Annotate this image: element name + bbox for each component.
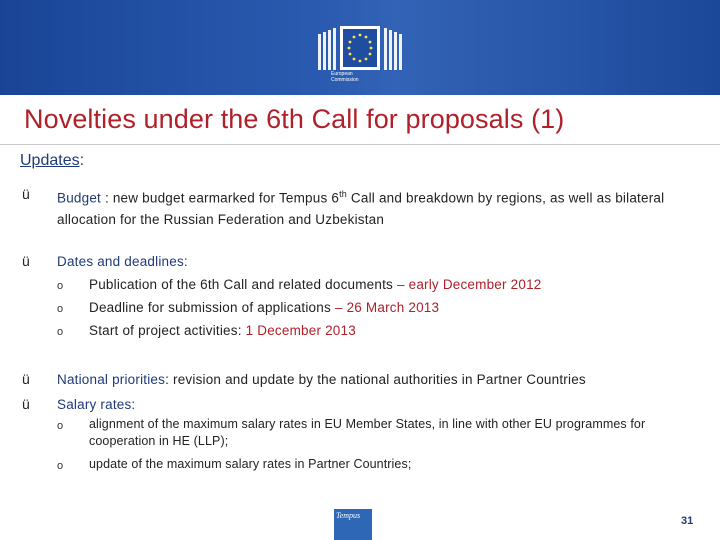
publication-dash: – early (393, 277, 443, 292)
updates-heading (20, 152, 84, 170)
updates-colon: : (79, 152, 85, 169)
bullet-salary-rates: Salary rates: (57, 397, 136, 412)
bullet-budget (57, 184, 697, 230)
slide-title: Novelties under the 6th Call for proposals (1) (24, 104, 565, 134)
sub-item-publication (89, 277, 541, 292)
ec-logo-line2: Commission (331, 76, 359, 83)
sub-bullet-icon: o (57, 326, 64, 338)
ec-logo-line1: European (331, 71, 353, 77)
sub-item-deadline (89, 300, 439, 315)
sub-item-salary-alignment: alignment of the maximum salary rates in EU Member States, in line with other EU programmes for cooperation in HE (LLP); (89, 417, 646, 448)
publication-text: Publication of the 6th Call and related documents (89, 277, 393, 292)
sub-bullet-icon: o (57, 460, 64, 472)
budget-sup: th (339, 189, 347, 199)
bullet-national-priorities (57, 369, 707, 390)
deadline-date: 26 March 2013 (346, 300, 440, 315)
sub-item-salary-update: update of the maximum salary rates in Partner Countries; (89, 457, 412, 471)
budget-text2: Call and breakdown by regions, as well as bilateral allocation for the Russian Federation and Uzbekistan (57, 190, 665, 227)
deadline-dash: – (330, 300, 347, 315)
tempus-logo-text: Tempus (336, 511, 361, 520)
sub-item-start (89, 323, 356, 338)
deadline-text: Deadline for submission of applications (89, 300, 331, 315)
ec-logo-text (331, 72, 389, 83)
tempus-logo (334, 509, 372, 540)
title-divider (0, 144, 720, 145)
checkmark-icon: ü (22, 396, 30, 412)
sub-bullet-icon: o (57, 280, 64, 292)
budget-label: Budget (57, 190, 101, 206)
national-priorities-label: National priorities (57, 372, 166, 387)
checkmark-icon: ü (22, 371, 30, 387)
bullet-dates-deadlines: Dates and deadlines: (57, 254, 188, 269)
sub-bullet-icon: o (57, 420, 64, 432)
start-text: Start of project activities: (89, 323, 246, 338)
checkmark-icon: ü (22, 186, 30, 202)
national-priorities-text: : revision and update by the national authorities in Partner Countries (165, 372, 586, 387)
checkmark-icon: ü (22, 253, 30, 269)
publication-date: December 2012 (442, 277, 542, 292)
updates-label: Updates (20, 152, 80, 169)
page-number: 31 (681, 515, 694, 527)
sub-bullet-icon: o (57, 303, 64, 315)
start-date: 1 December 2013 (245, 323, 356, 338)
header-banner (0, 0, 720, 95)
budget-text: : new budget earmarked for Tempus 6 (101, 190, 340, 206)
